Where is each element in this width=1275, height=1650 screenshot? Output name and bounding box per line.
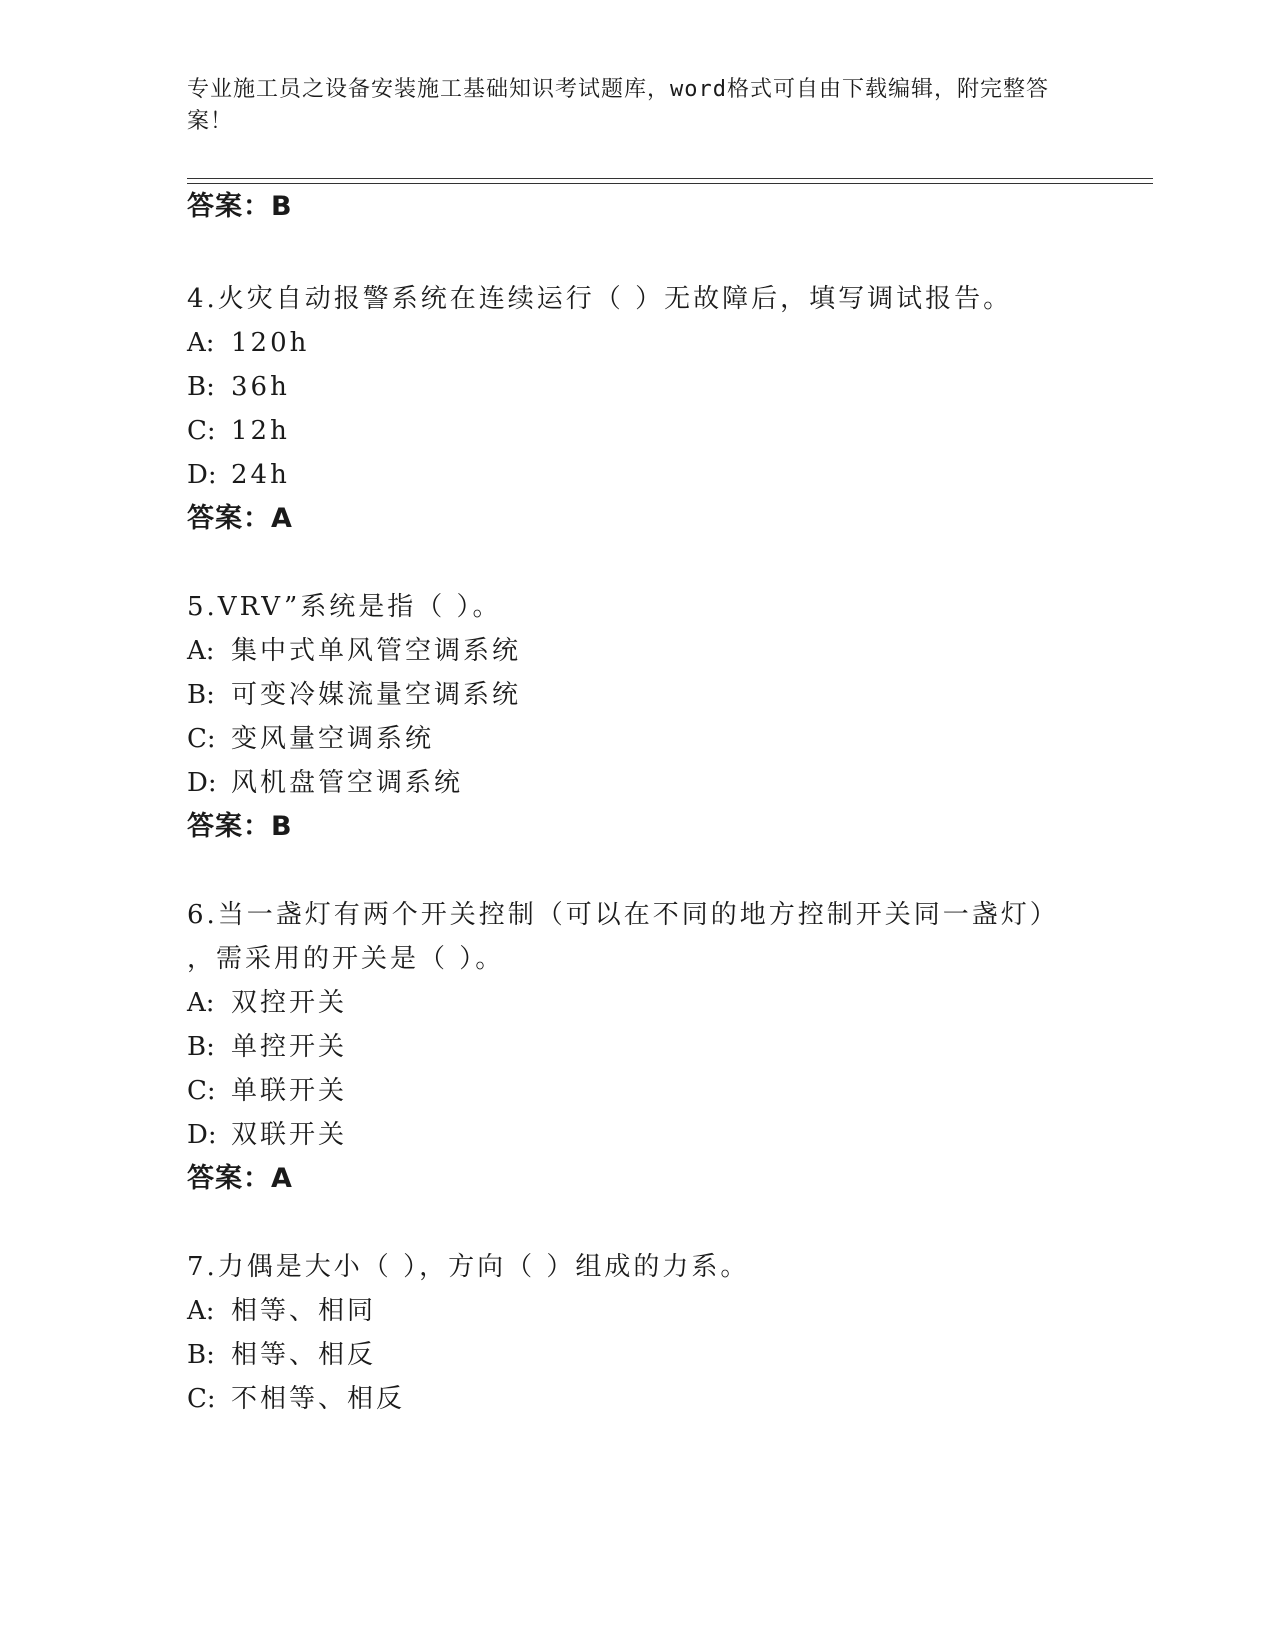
option-text: 集中式单风管空调系统: [231, 636, 522, 666]
option-text: 36h: [231, 372, 290, 402]
question-5-option-b: [187, 678, 521, 712]
option-key: A:: [187, 328, 215, 358]
option-key: B:: [187, 1032, 215, 1062]
question-5-option-d: [187, 766, 463, 800]
option-key: B:: [187, 1340, 215, 1370]
header-divider: [187, 178, 1153, 179]
option-key: D:: [187, 460, 217, 490]
question-4-option-d: [187, 458, 290, 492]
question-4-option-a: [187, 326, 309, 360]
question-6-option-b: [187, 1030, 347, 1064]
option-key: B:: [187, 372, 215, 402]
question-5-option-c: [187, 722, 434, 756]
option-text: 可变冷媒流量空调系统: [231, 680, 522, 710]
option-text: 相等、相同: [231, 1296, 377, 1326]
option-key: A:: [187, 636, 215, 666]
question-6-option-a: [187, 986, 347, 1020]
question-7-stem: 7.力偶是大小（ ），方向（ ）组成的力系。: [187, 1252, 750, 1282]
option-text: 单控开关: [231, 1032, 348, 1062]
question-5-option-a: [187, 634, 521, 668]
question-4-option-b: [187, 370, 290, 404]
header-divider-double: [187, 183, 1153, 184]
question-6-answer: 答案：A: [187, 1163, 293, 1194]
option-text: 双联开关: [231, 1120, 348, 1150]
option-key: A:: [187, 988, 215, 1018]
option-key: D:: [187, 768, 217, 798]
option-text: 变风量空调系统: [231, 724, 435, 754]
option-text: 24h: [231, 460, 290, 490]
question-5-answer: 答案：B: [187, 811, 293, 842]
answer-prev: 答案：B: [187, 191, 293, 222]
option-text: 双控开关: [231, 988, 348, 1018]
question-6-option-d: [187, 1118, 347, 1152]
question-6-stem-line1: 6.当一盏灯有两个开关控制（可以在不同的地方控制开关同一盏灯）: [187, 900, 1059, 930]
question-6-option-c: [187, 1074, 347, 1108]
option-key: C:: [187, 1384, 216, 1414]
option-key: C:: [187, 724, 216, 754]
option-text: 风机盘管空调系统: [231, 768, 464, 798]
option-key: D:: [187, 1120, 217, 1150]
question-5-stem: 5.VRV”系统是指（ ）。: [187, 592, 502, 622]
question-4-option-c: [187, 414, 290, 448]
option-text: 120h: [231, 328, 310, 358]
option-text: 12h: [231, 416, 290, 446]
question-7-option-b: [187, 1338, 376, 1372]
option-text: 单联开关: [231, 1076, 348, 1106]
option-key: C:: [187, 416, 216, 446]
question-4-stem: 4.火灾自动报警系统在连续运行（ ）无故障后，填写调试报告。: [187, 284, 1013, 314]
option-key: C:: [187, 1076, 216, 1106]
question-6-stem-line2: ，需采用的开关是（ ）。: [187, 944, 505, 974]
option-key: A:: [187, 1296, 215, 1326]
document-header: 专业施工员之设备安装施工基础知识考试题库，word格式可自由下载编辑，附完整答案！: [187, 77, 1049, 134]
option-text: 不相等、相反: [231, 1384, 406, 1414]
question-4-answer: 答案：A: [187, 503, 293, 534]
option-key: B:: [187, 680, 215, 710]
question-7-option-c: [187, 1382, 405, 1416]
question-7-option-a: [187, 1294, 376, 1328]
option-text: 相等、相反: [231, 1340, 377, 1370]
